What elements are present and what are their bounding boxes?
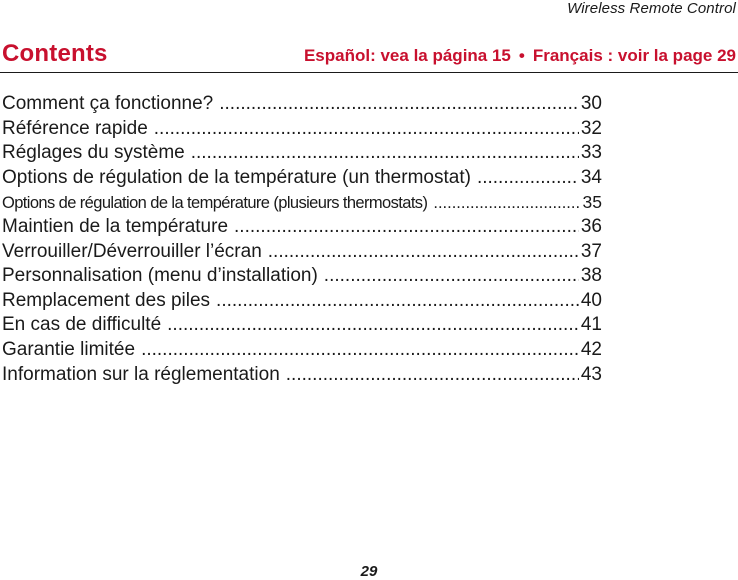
toc-entry-reference-rapide[interactable] [2,117,602,142]
spanish-link[interactable]: Español: vea la página 15 [303,46,511,65]
toc-entry-page: 32 [580,117,602,139]
toc-entry-label: Verrouiller/Déverrouiller l’écran [2,240,262,262]
toc-dot-leader [167,313,579,338]
toc-entry-maintien-temperature[interactable] [2,215,602,240]
running-header-title: Wireless Remote Control [567,0,736,17]
separator-bullet: • [518,46,525,65]
toc-entry-page: 35 [582,192,602,213]
toc-entry-garantie-limitee[interactable] [2,338,602,363]
toc-entry-label: Garantie limitée [2,338,136,360]
toc-entry-remplacement-piles[interactable] [2,289,602,314]
toc-entry-comment-ca-fonctionne[interactable] [2,92,602,117]
page-number: 29 [360,563,378,580]
toc-entry-page: 37 [580,240,602,262]
toc-dot-leader [141,338,579,363]
toc-dot-leader [433,191,580,215]
toc-entry-reglages-du-systeme[interactable] [2,141,602,166]
toc-entry-options-plusieurs-thermostats[interactable] [2,190,602,215]
toc-entry-en-cas-de-difficulte[interactable] [2,313,602,338]
toc-entry-page: 43 [580,363,602,385]
toc-entry-page: 36 [580,215,602,237]
page-title: Contents [2,40,108,67]
toc-entry-personnalisation[interactable] [2,264,602,289]
table-of-contents [2,92,602,387]
toc-entry-label: Réglages du système [2,142,185,164]
toc-dot-leader [286,363,579,388]
toc-entry-label: Maintien de la température [2,215,229,237]
toc-entry-label: Information sur la réglementation [2,363,280,385]
toc-entry-label: Remplacement des piles [2,289,211,311]
toc-entry-page: 30 [580,93,602,114]
toc-entry-options-un-thermostat[interactable] [2,166,602,191]
toc-dot-leader [268,240,579,265]
french-link[interactable]: Français : voir la page 29 [532,46,736,65]
toc-dot-leader [219,92,579,117]
contents-title-row [0,38,738,73]
toc-entry-label: Personnalisation (menu d’installation) [2,265,318,287]
toc-entry-information-reglementation[interactable] [2,363,602,388]
toc-dot-leader [234,215,579,240]
toc-entry-page: 38 [580,265,602,287]
toc-entry-label: Options de régulation de la température (un thermostat) [2,166,471,188]
toc-entry-page: 40 [580,289,602,311]
toc-entry-verrouiller-ecran[interactable] [2,240,602,265]
toc-entry-page: 33 [580,142,602,164]
language-links [304,46,736,66]
toc-entry-label: Référence rapide [2,117,148,139]
toc-entry-page: 42 [580,338,602,360]
toc-entry-label: Options de régulation de la température (plusieurs thermostats) [2,194,428,213]
toc-dot-leader [191,141,579,166]
toc-entry-label: Comment ça fonctionne? [2,93,214,114]
toc-dot-leader [154,117,579,142]
toc-dot-leader [324,264,579,289]
toc-entry-page: 34 [580,166,602,188]
toc-dot-leader [216,289,579,314]
toc-entry-page: 41 [580,314,602,336]
toc-dot-leader [477,166,579,191]
toc-entry-label: En cas de difficulté [2,314,162,336]
